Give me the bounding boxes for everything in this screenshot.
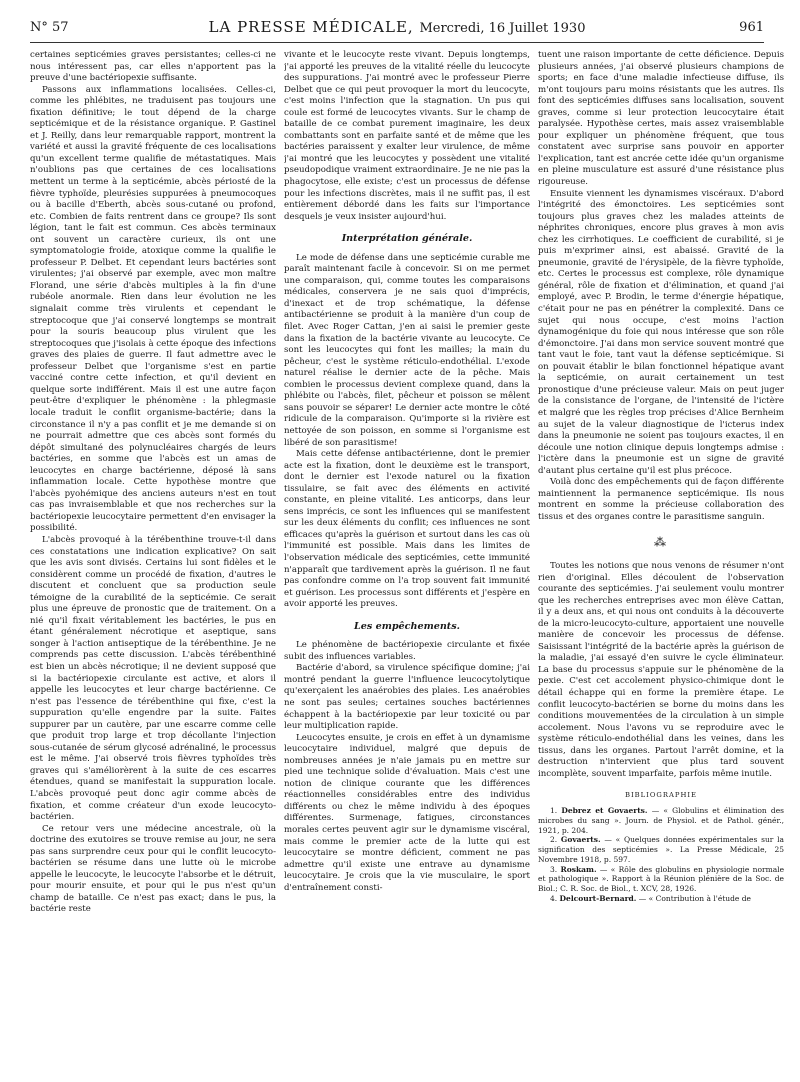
paragraph: Toutes les notions que nous venons de résumer n'ont rien d'original. Elles découlent de l'observation courante des septicémies. J'ai seulement voulu montrer que les recherches entreprises avec mon élève Cattan, il y a deux ans, et qui nous ont conduits à la découverte de la micro-leucocyto-culture, apportaient une nouvelle manière de concevoir les processus de défense. Saisissant l'intégrité de la bactérie après la guérison de la maladie, j'ai essayé d'en suivre le cycle éliminateur. La base du processus s'appuie sur le phénomène de la pexie. C'est cet accolement physico-chimique dont le détail échappe qui en forme la première étape. Le conflit leucocyto-bactérien se borne du moins dans les conditions mouvementées de la circulation à un simple accolement. Nous l'avons vu se reproduire avec le système réticulo-endothélial dans les veines, dans les tissus, dans les organes. Partout l'arrêt domine, et la destruction n'intervient que plus tard souvent incomplète, souvent imparfaite, parfois même inutile.: [538, 560, 784, 779]
issue-date: Mercredi, 16 Juillet 1930: [419, 21, 586, 36]
reference-item: [538, 835, 784, 864]
reference-item: [538, 865, 784, 894]
paragraph: Ce retour vers une médecine ancestrale, où la doctrine des exutoires se trouve remise au jour, ne sera pas sans surprendre ceux pour qui le conflit leucocyto-bactérien se résume dans une lutte où le microbe appelle le leucocyte, le leucocyte l'absorbe et le détruit, pour mourir ensuite, et pour qui le pus n'est qu'un champ de bataille. Ce n'est pas exact; dans le pus, la bactérie reste: [30, 823, 276, 915]
paragraph: Ensuite viennent les dynamismes viscéraux. D'abord l'intégrité des émonctoires. Les septicémies sont toujours plus graves chez les malades atteints de néphrites chroniques, encore plus graves à mon avis chez les cirrhotiques. Le coefficient de curabilité, si je puis m'exprimer ainsi, est abaissé. Gravité de la pneumonie, gravité de l'érysipèle, de la fièvre typhoïde, etc. Certes le processus est complexe, rôle dynamique général, rôle de fixation et d'élimination, et quand j'ai employé, avec P. Brodin, le terme d'énergie hépatique, c'était pour ne pas en pénétrer la complexité. Dans ce sujet qui nous occupe, c'est moins l'action dynamogénique du foie qui nous intéresse que son rôle d'émonctoire. J'ai dans mon service souvent montré que tant vaut le foie, tant vaut la défense septicémique. Si on pouvait établir le bilan fonctionnel hépatique avant la septicémie, on aurait certainement un test pronostique d'une précieuse valeur. Mais on peut juger de la consistance de l'organe, de l'intensité de l'ictère et malgré que les règles trop précises d'Alice Bernheim au sujet de la valeur diagnostique de l'icterus index dans la pneumonie ne soient pas toujours exactes, il en découle une notion clinique depuis longtemps admise : l'ictère dans la pneumonie est un signe de gravité d'autant plus certaine qu'il est plus précoce.: [538, 188, 784, 476]
paragraph: Bactérie d'abord, sa virulence spécifique domine; j'ai montré pendant la guerre l'influence leucocytolytique qu'exerçaient les anaérobies des plaies. Les anaérobies ne sont pas seules; certaines souches bactériennes échappent à la bactériopexie par leur toxicité ou par leur multiplication rapide.: [284, 663, 530, 732]
ref-number: 4.: [550, 894, 558, 904]
asterism-divider: ⁂: [654, 535, 668, 550]
column-1: [30, 50, 276, 1074]
reference-item: [538, 806, 784, 835]
ref-number: 2.: [550, 835, 558, 845]
ref-author: Debrez et Govaerts.: [561, 805, 648, 815]
column-3: [538, 50, 784, 1074]
ref-text: — « Rôle des globulins en physiologie normale et pathologique ». Rapport à la Réunion plénière de la Soc. de Biol.; C. R. Soc. de Biol., t. XCV, 28, 1926.: [538, 864, 784, 894]
ref-number: 3.: [550, 864, 558, 874]
ref-text: — « Quelques données expérimentales sur la signification des septicémies ». La Presse Médicale, 25 Novembre 1918, p. 597.: [538, 835, 784, 864]
paragraph: Voilà donc des empêchements qui de façon différente maintiennent la permanence septicémique. Ils nous montrent en somme la précieuse collaboration des tissus et des organes contre le parasitisme sanguin.: [538, 477, 784, 522]
paragraph: Passons aux inflammations localisées. Celles-ci, comme les phlébites, ne traduisent pas toujours une fixation définitive; le tout dépend de la charge septicémique et de la résistance organique. P. Gastinel et J. Reilly, dans leur remarquable rapport, montrent la variété et aussi la gravité fréquente de ces localisations qu'un excellent terme qualifie de métastatiques. Mais n'oublions pas que certaines de ces localisations mettent un terme à la septicémie, abcès périosté de la fièvre typhoïde, pleurésies suppurées à pneumocoques ou à bacille d'Eberth, abcès sous-cutané ou profond, etc. Combien de faits rentrent dans ce groupe? Ils sont légion, tant le fait est commun. Ces abcès terminaux ont souvent un caractère curieux, ils ont une symptomatologie froide, atoxique comme la qualifie le professeur P. Delbet. Et cependant leurs bactéries sont virulentes; j'ai observé par exemple, avec mon maître Florand, une série d'abcès multiples à la fin d'une rubéole anormale. Rien dans leur évolution ne les signalait comme très virulents et cependant le streptocoque que j'ai conservé longtemps se montrait pour la souris beaucoup plus virulent que les streptocoques que j'isolais à cette époque des infections graves des plaies de guerre. Il faut admettre avec le professeur Delbet que l'organisme s'est en partie vacciné contre cette infection, et qu'il devient en quelque sorte indifférent. Mais il est une autre façon peut-être d'expliquer le phénomène : la phlegmasie locale traduit le conflit organisme-bactérie; dans la circonstance il n'y a pas conflit et je me demande si on ne pourrait admettre que ces abcès sont formés du dépôt simultané des polynucléaires chargés de leurs bactéries, en somme que l'abcès est un amas de leucocytes en charge bactérienne, déposé là sans inflammation locale. Cette hypothèse montre que l'abcès pyohémique des anciens auteurs n'est en tout cas pas invraisemblable et que nos recherches sur la bactériopexie leucocytaire permettent d'en envisager la possibilité.: [30, 84, 276, 534]
paragraph: Le mode de défense dans une septicémie curable me paraît maintenant facile à concevoir. Si on me permet une comparaison, qui, comme toutes les comparaisons médicales, conservera je ne sais quoi d'imprécis, d'inexact et de trop schématique, la défense antibactérienne se produit à la manière d'un coup de filet. Avec Roger Cattan, j'en ai saisi le premier geste dans la fixation de la bactérie vivante au leucocyte. Ce sont les leucocytes qui font les mailles; la main du pêcheur, c'est le système réticulo-endothélial. L'exode naturel réalise le dernier acte de la pêche. Mais combien le processus devient complexe quand, dans la phlébite ou l'abcès, filet, pêcheur et poisson se mêlent sans pouvoir se séparer! Le dernier acte montre le côté ridicule de la comparaison. Qu'importe si la rivière est nettoyée de son poisson, en somme si l'organisme est libéré de son parasitisme!: [284, 252, 530, 448]
paragraph: certaines septicémies graves persistantes; celles-ci ne nous intéressent pas, car elles n'apportent pas la preuve d'une bactériopexie suffisante.: [30, 50, 276, 84]
journal-title-line: [30, 18, 764, 36]
journal-title: LA PRESSE MÉDICALE,: [208, 18, 414, 36]
paragraph: L'abcès provoqué à la térébenthine trouve-t-il dans ces constatations une indication explicative? On sait que les avis sont divisés. Certains lui sont fidèles et le considèrent comme un procédé de fixation, d'autres le discutent et concluent que sa production seule témoigne de la curabilité de la septicémie. Ce serait plus une épreuve de pronostic que de traitement. On a nié qu'il fixait véritablement les bactéries, le pus en étant généralement nécrotique et aseptique, sans songer à l'action antiseptique de la térébenthine. Je ne comprends pas cette discussion. L'abcès térébenthiné est bien un abcès nécrotique; il ne devient supposé que si la bactériopexie circulante est active, et alors il appelle les leucocytes et leur charge bactérienne. Ce n'est pas l'essence de térébenthine qui fixe, c'est la suppuration qu'elle engendre par la suite. Faites suppurer par un cautère, par une escarre comme celle que produit trop large et trop décollante l'injection sous-cutanée de sérum glycosé adrénaliné, le processus est le même. J'ai observé trois fièvres typhoïdes très graves qui s'améliorèrent à la suite de ces escarres étendues, quand se manifestait la suppuration locale. L'abcès provoqué peut donc agir comme abcès de fixation, et comme créateur d'un exode leucocyto-bactérien.: [30, 534, 276, 823]
ref-number: 1.: [550, 805, 558, 815]
issue-number: N° 57: [30, 20, 69, 35]
ref-author: Roskam.: [560, 864, 597, 874]
ref-author: Delcourt-Bernard.: [559, 894, 637, 904]
ref-text: — « Globulins et élimination des microbes du sang ». Journ. de Physiol. et de Pathol. génér., 1921, p. 204.: [538, 805, 784, 835]
column-2: [284, 50, 530, 1074]
page-header: [30, 18, 764, 42]
section-heading: Interprétation générale.: [341, 233, 473, 245]
paragraph: Le phénomène de bactériopexie circulante et fixée subit des influences variables.: [284, 640, 530, 662]
section-heading: Les empêchements.: [354, 620, 460, 632]
ref-author: Govaerts.: [560, 835, 601, 845]
reference-item: [538, 894, 784, 904]
page-number: 961: [739, 20, 764, 35]
paragraph: tuent une raison importante de cette déficience. Depuis plusieurs années, j'ai observé plusieurs champions de sports; en face d'une maladie infectieuse diffuse, ils m'ont toujours paru moins résistants que les autres. Ils font des septicémies diffuses sans localisation, souvent graves, comme si leur protection leucocytaire était paralysée. Hypothèse certes, mais assez vraisemblable pour expliquer un phénomène fréquent, que tous constatent avec surprise sans pouvoir en apporter l'explication, tant est ancrée cette idée qu'un organisme en pleine musculature est assuré d'une résistance plus rigoureuse.: [538, 50, 784, 188]
bibliography-heading: BIBLIOGRAPHIE: [624, 791, 698, 800]
paragraph: vivante et le leucocyte reste vivant. Depuis longtemps, j'ai apporté les preuves de la vitalité réelle du leucocyte des suppurations. J'ai montré avec le professeur Pierre Delbet que ce qui peut provoquer la mort du leucocyte, c'est moins l'infection que la stagnation. Un pus qui coule est formé de leucocytes vivants. Sur le champ de bataille de ce combat purement imaginaire, les deux combattants sont en parfaite santé et de même que les bactéries paraissent y exalter leur virulence, de même j'ai montré que les leucocytes y possèdent une vitalité pseudopodique vraiment extraordinaire. Je ne nie pas la phagocytose, elle existe; c'est un processus de défense pour les infections discrètes, mais il ne suffit pas, il est entièrement débordé dans les faits sur l'importance desquels je veux insister aujourd'hui.: [284, 50, 530, 222]
ref-text: — « Contribution à l'étude de: [638, 894, 751, 904]
paragraph: Leucocytes ensuite, je crois en effet à un dynamisme leucocytaire individuel, malgré que depuis de nombreuses années je n'aie jamais pu en mettre sur pied une technique solide d'évaluation. Mais c'est une notion de clinique courante que les différences réactionnelles considérables entre des individus différents ou chez le même individu à des époques différentes. Surmenage, fatigues, circonstances morales certes peuvent agir sur le dynamisme viscéral, mais comme le premier acte de la lutte qui est leucocytaire se montre déficient, comment ne pas admettre qu'il existe une entrave au dynamisme leucocytaire. Je crois que la vie musculaire, le sport d'entraînement consti-: [284, 732, 530, 893]
paragraph: Mais cette défense antibactérienne, dont le premier acte est la fixation, dont le deuxième est le transport, dont le dernier est l'exode naturel ou la fixation tissulaire, se fait avec des éléments en activité constante, en pleine vitalité. Les anticorps, dans leur sens imprécis, ce sont les influences qui se manifestent sur les deux éléments du conflit; ces influences ne sont efficaces qu'après la guérison et surtout dans les cas où l'immunité est possible. Mais dans les limites de l'observation médicale des septicémies, cette immunité n'apparaît que tardivement après la guérison. Il ne faut pas confondre comme on l'a trop souvent fait immunité et guérison. Les processus sont différents et j'espère en avoir apporté les preuves.: [284, 449, 530, 610]
header-rule: [30, 42, 764, 43]
